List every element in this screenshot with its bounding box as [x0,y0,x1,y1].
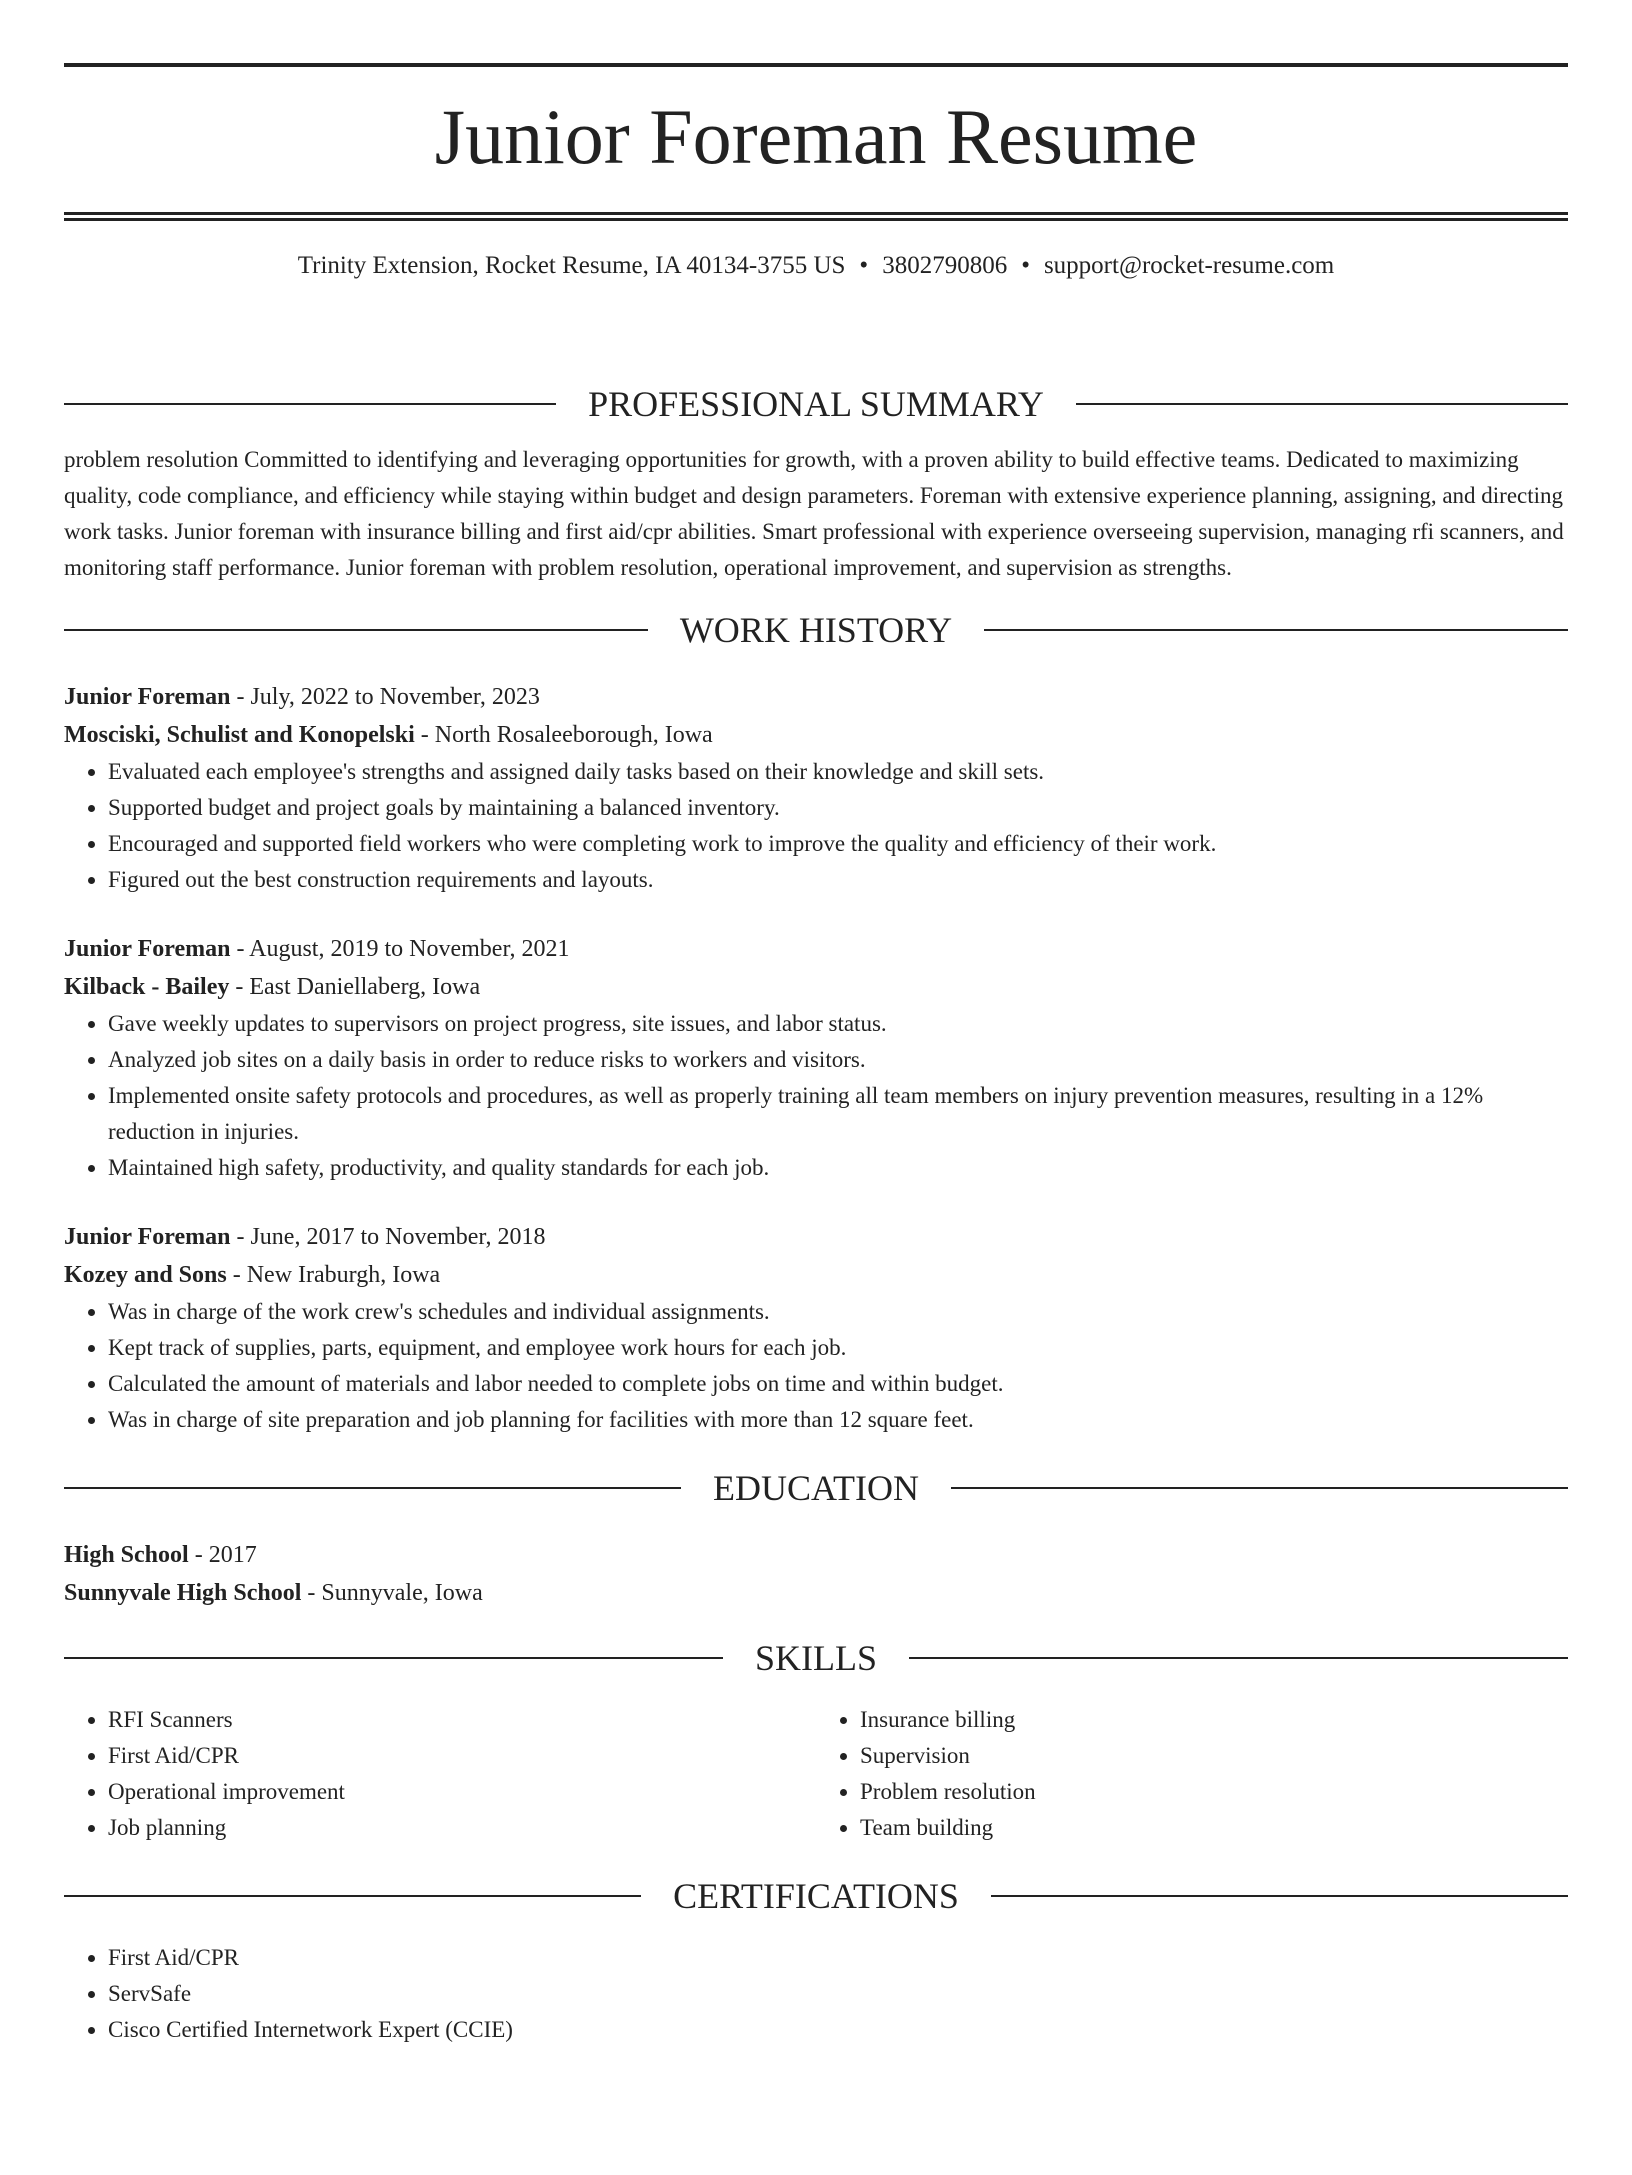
job-company: Kozey and Sons [64,1262,227,1288]
contact-separator: • [859,252,869,279]
skill-item: • Supervision [860,1738,1568,1774]
section-rule-right [984,629,1568,631]
contact-email[interactable]: support@rocket-resume.com [1043,252,1335,279]
education-degree: High School [64,1542,189,1568]
contact-line [64,251,1568,281]
section-rule-right [951,1487,1568,1489]
job-title: Junior Foreman [64,936,231,962]
job-company-line: Mosciski, Schulist and Konopelski - North Rosaleeborough, Iowa [64,722,713,748]
section-rule-right [909,1657,1568,1659]
education-location: Sunnyvale, Iowa [321,1580,483,1606]
job-bullet: • Evaluated each employee's strengths and assigned daily tasks based on their knowledge and skill sets. [108,754,1568,790]
job-dates: July, 2022 to November, 2023 [250,684,540,710]
job-location: New Iraburgh, Iowa [246,1262,441,1288]
job-title-line: Junior Foreman - June, 2017 to November, 2018 [64,1224,546,1250]
skill-item: • First Aid/CPR [108,1738,816,1774]
section-title-summary: PROFESSIONAL SUMMARY [588,384,1044,424]
section-header-education [64,1468,1568,1508]
job-entry-1 [64,678,1568,898]
section-header-skills [64,1638,1568,1678]
section-title-work-history: WORK HISTORY [679,610,953,650]
job-company-line: Kozey and Sons - New Iraburgh, Iowa [64,1262,441,1288]
section-title-skills: SKILLS [755,1638,878,1678]
education-degree-line: High School - 2017 [64,1542,257,1568]
resume-page [0,63,1632,2175]
skills-list-left [64,1702,816,1846]
section-header-certifications [64,1876,1568,1916]
section-rule-right [1076,403,1568,405]
section-rule-left [64,1487,681,1489]
job-dates: June, 2017 to November, 2018 [250,1224,546,1250]
education-year: 2017 [208,1542,257,1568]
skill-item: • Job planning [108,1810,816,1846]
job-company: Kilback - Bailey [64,974,230,1000]
section-rule-left [64,1657,723,1659]
job-bullet: • Maintained high safety, productivity, and quality standards for each job. [108,1150,1568,1186]
skill-item: • Team building [860,1810,1568,1846]
contact-separator: • [1021,252,1030,279]
certification-item: • ServSafe [108,1976,1568,2012]
section-rule-left [64,629,648,631]
job-entry-2 [64,930,1568,1186]
job-bullet: • Was in charge of the work crew's schedules and individual assignments. [108,1294,1568,1330]
job-bullets [64,754,1568,898]
job-bullets [64,1294,1568,1438]
certification-item: • First Aid/CPR [108,1940,1568,1976]
skills-grid [64,1702,1568,1846]
education-entry [64,1536,1568,1612]
skills-list-right [816,1702,1568,1846]
job-bullet: • Supported budget and project goals by maintaining a balanced inventory. [108,790,1568,826]
certifications-list [64,1940,1568,2048]
section-title-education: EDUCATION [713,1468,919,1508]
job-bullet: • Implemented onsite safety protocols and procedures, as well as properly training all team members on injury prevention measures, resulting in a 12% reduction in injuries. [108,1078,1568,1150]
education-school-line: Sunnyvale High School - Sunnyvale, Iowa [64,1580,483,1606]
skill-item: • Problem resolution [860,1774,1568,1810]
section-header-work-history [64,610,1568,650]
job-company: Mosciski, Schulist and Konopelski [64,722,415,748]
section-header-summary [64,384,1568,424]
section-rule-left [64,1895,641,1897]
certification-item: • Cisco Certified Internetwork Expert (CCIE) [108,2012,1568,2048]
contact-phone: 3802790806 [882,252,1008,279]
job-bullet: • Was in charge of site preparation and job planning for facilities with more than 12 square feet. [108,1402,1568,1438]
education-school: Sunnyvale High School [64,1580,302,1606]
job-dates: August, 2019 to November, 2021 [249,936,570,962]
page-title: Junior Foreman Resume [434,93,1198,180]
skill-item: • Insurance billing [860,1702,1568,1738]
summary-text: problem resolution Committed to identifying and leveraging opportunities for growth, with a proven ability to build effective teams. Dedicated to maximizing quality, code compliance, and efficiency while staying within budget and design parameters. Foreman with extensive experience planning, assigning, and directing work tasks. Junior foreman with insurance billing and first aid/cpr abilities. Smart professional with experience overseeing supervision, managing rfi scanners, and monitoring staff performance. Junior foreman with problem resolution, operational improvement, and supervision as strengths. [64,447,1564,580]
job-entry-3 [64,1218,1568,1438]
job-location: North Rosaleeborough, Iowa [434,722,713,748]
job-title: Junior Foreman [64,1224,231,1250]
job-bullets [64,1006,1568,1186]
section-rule-right [991,1895,1568,1897]
job-bullet: • Calculated the amount of materials and labor needed to complete jobs on time and within budget. [108,1366,1568,1402]
skill-item: • RFI Scanners [108,1702,816,1738]
job-bullet: • Figured out the best construction requirements and layouts. [108,862,1568,898]
job-bullet: • Gave weekly updates to supervisors on project progress, site issues, and labor status. [108,1006,1568,1042]
job-title-line: Junior Foreman - August, 2019 to November, 2021 [64,936,570,962]
contact-address: Trinity Extension, Rocket Resume, IA 40134-3755 US [297,252,846,279]
job-bullet: • Analyzed job sites on a daily basis in order to reduce risks to workers and visitors. [108,1042,1568,1078]
section-rule-left [64,403,556,405]
job-title-line: Junior Foreman - July, 2022 to November, 2023 [64,684,540,710]
job-title: Junior Foreman [64,684,231,710]
job-company-line: Kilback - Bailey - East Daniellaberg, Iowa [64,974,481,1000]
job-bullet: • Kept track of supplies, parts, equipment, and employee work hours for each job. [108,1330,1568,1366]
section-title-certifications: CERTIFICATIONS [673,1876,959,1916]
skill-item: • Operational improvement [108,1774,816,1810]
title-double-rule [64,212,1568,221]
job-location: East Daniellaberg, Iowa [249,974,481,1000]
job-bullet: • Encouraged and supported field workers who were completing work to improve the quality and efficiency of their work. [108,826,1568,862]
